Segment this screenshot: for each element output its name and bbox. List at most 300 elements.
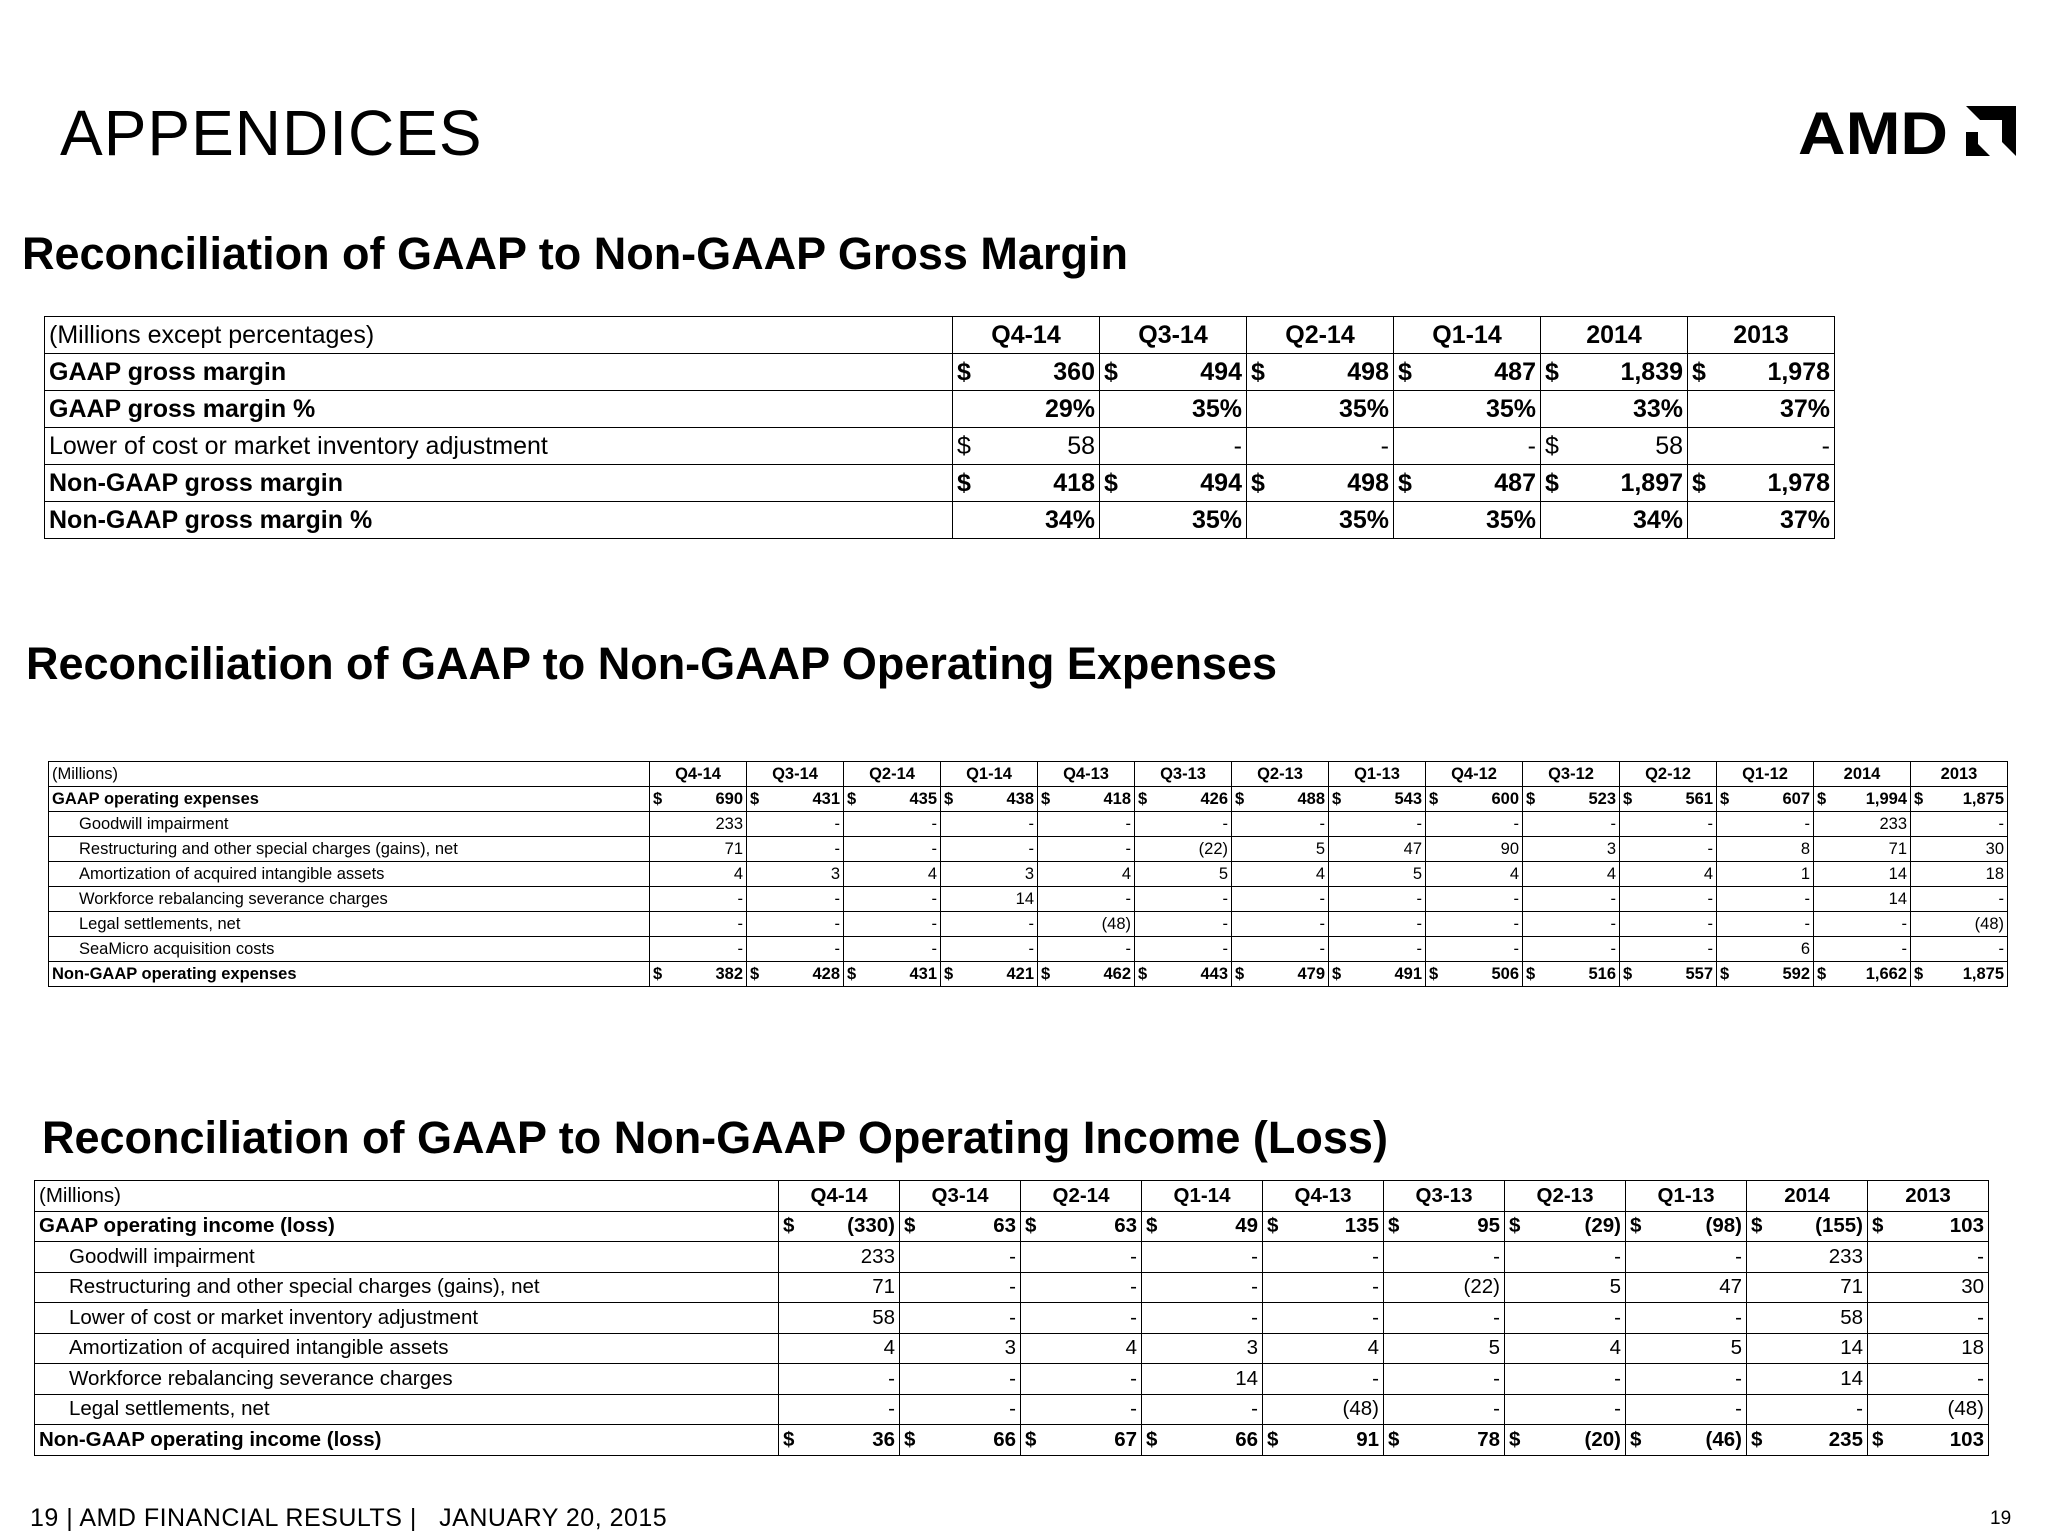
cell-value: 4 <box>1367 1336 1379 1360</box>
value-cell <box>1135 837 1232 862</box>
value-cell <box>941 837 1038 862</box>
value-cell <box>1620 962 1717 987</box>
cell-value: - <box>1028 814 1034 833</box>
currency-symbol: $ <box>1720 789 1730 808</box>
currency-symbol: $ <box>1251 468 1265 497</box>
row-label: Lower of cost or market inventory adjustment <box>35 1303 779 1334</box>
value-cell <box>747 887 844 912</box>
cell-value: 592 <box>1782 964 1810 983</box>
currency-symbol: $ <box>1041 789 1051 808</box>
value-cell <box>650 912 747 937</box>
row-label: SeaMicro acquisition costs <box>49 937 650 962</box>
cell-value: - <box>1821 431 1830 460</box>
value-cell <box>1523 812 1620 837</box>
column-header: Q4-13 <box>1038 762 1135 787</box>
cell-value: - <box>1977 1244 1984 1268</box>
operating-income-title: Reconciliation of GAAP to Non-GAAP Operating Income (Loss) <box>42 1112 1388 1163</box>
cell-value: 4 <box>1315 864 1325 883</box>
table-row <box>49 937 2008 962</box>
cell-value: 498 <box>1347 468 1389 497</box>
value-cell <box>1505 1333 1626 1364</box>
value-cell <box>1868 1425 1989 1456</box>
cell-value: - <box>1804 814 1810 833</box>
row-label: Amortization of acquired intangible assets <box>49 862 650 887</box>
value-cell <box>1038 787 1135 812</box>
value-cell <box>1329 962 1426 987</box>
currency-symbol: $ <box>1623 789 1633 808</box>
value-cell <box>650 937 747 962</box>
value-cell <box>1426 962 1523 987</box>
value-cell <box>1135 937 1232 962</box>
value-cell <box>747 862 844 887</box>
value-cell <box>1814 912 1911 937</box>
value-cell <box>844 837 941 862</box>
cell-value: 4 <box>733 864 743 883</box>
value-cell <box>779 1333 900 1364</box>
value-cell <box>1021 1364 1142 1395</box>
cell-value: (29) <box>1584 1214 1621 1238</box>
value-cell <box>1038 912 1135 937</box>
currency-symbol: $ <box>1429 964 1439 983</box>
row-label: Restructuring and other special charges (gains), net <box>35 1272 779 1303</box>
currency-symbol: $ <box>1630 1427 1642 1451</box>
row-label: Non-GAAP operating income (loss) <box>35 1425 779 1456</box>
cell-value: 435 <box>909 789 937 808</box>
value-cell <box>1263 1425 1384 1456</box>
cell-value: - <box>1977 1366 1984 1390</box>
cell-value: - <box>1735 1305 1742 1329</box>
currency-symbol: $ <box>957 357 971 386</box>
cell-value: 428 <box>812 964 840 983</box>
cell-value: - <box>1614 1244 1621 1268</box>
table-row <box>35 1364 1989 1395</box>
table-row <box>35 1272 1989 1303</box>
cell-value: - <box>1319 939 1325 958</box>
operating-expenses-title: Reconciliation of GAAP to Non-GAAP Operating Expenses <box>26 638 1278 689</box>
cell-value: - <box>1735 1366 1742 1390</box>
cell-value: - <box>1130 1397 1137 1421</box>
currency-symbol: $ <box>1692 357 1706 386</box>
column-header: Q3-14 <box>1100 317 1247 354</box>
cell-value: - <box>1222 889 1228 908</box>
value-cell <box>1620 837 1717 862</box>
column-header: Q2-13 <box>1505 1181 1626 1212</box>
column-header: 2014 <box>1747 1181 1868 1212</box>
value-cell <box>953 354 1100 391</box>
table-row <box>45 428 1835 465</box>
currency-symbol: $ <box>783 1214 795 1238</box>
value-cell <box>1717 912 1814 937</box>
value-cell <box>844 812 941 837</box>
gross-margin-title: Reconciliation of GAAP to Non-GAAP Gross Margin <box>22 228 1128 279</box>
value-cell <box>1717 962 1814 987</box>
value-cell <box>1263 1394 1384 1425</box>
currency-symbol: $ <box>653 789 663 808</box>
cell-value: 14 <box>1888 864 1907 883</box>
value-cell <box>900 1394 1021 1425</box>
cell-value: (48) <box>1974 914 2004 933</box>
currency-symbol: $ <box>1545 357 1559 386</box>
cell-value: 4 <box>1703 864 1713 883</box>
value-cell <box>1747 1272 1868 1303</box>
currency-symbol: $ <box>957 431 971 460</box>
cell-value: - <box>1222 914 1228 933</box>
cell-value: 47 <box>1403 839 1422 858</box>
value-cell <box>1394 502 1541 539</box>
value-cell <box>1505 1394 1626 1425</box>
value-cell <box>1100 428 1247 465</box>
table-row <box>49 962 2008 987</box>
cell-value: 35% <box>1485 505 1536 534</box>
column-header: Q3-13 <box>1135 762 1232 787</box>
cell-value: 95 <box>1477 1214 1500 1238</box>
table-row <box>35 1394 1989 1425</box>
value-cell <box>1814 837 1911 862</box>
cell-value: 418 <box>1103 789 1131 808</box>
value-cell <box>1142 1303 1263 1334</box>
column-header: Q4-14 <box>650 762 747 787</box>
currency-symbol: $ <box>1751 1427 1763 1451</box>
cell-value: - <box>834 889 840 908</box>
cell-value: 37% <box>1779 394 1830 423</box>
cell-value: (46) <box>1705 1427 1742 1451</box>
column-header: Q2-14 <box>1247 317 1394 354</box>
row-label: Non-GAAP gross margin <box>45 465 953 502</box>
column-header: Q4-14 <box>953 317 1100 354</box>
value-cell <box>1747 1211 1868 1242</box>
cell-value: 8 <box>1800 839 1810 858</box>
cell-value: - <box>1028 914 1034 933</box>
cell-value: 1,897 <box>1620 468 1683 497</box>
currency-symbol: $ <box>957 468 971 497</box>
value-cell <box>900 1211 1021 1242</box>
value-cell <box>1523 837 1620 862</box>
currency-symbol: $ <box>1267 1427 1279 1451</box>
value-cell <box>1868 1211 1989 1242</box>
cell-value: 35% <box>1338 394 1389 423</box>
value-cell <box>650 837 747 862</box>
cell-value: 498 <box>1347 357 1389 386</box>
cell-value: - <box>1513 939 1519 958</box>
currency-symbol: $ <box>1398 357 1412 386</box>
currency-symbol: $ <box>1104 468 1118 497</box>
value-cell <box>1505 1364 1626 1395</box>
value-cell <box>1142 1242 1263 1273</box>
cell-value: 58 <box>1655 431 1683 460</box>
currency-symbol: $ <box>1545 431 1559 460</box>
cell-value: 233 <box>1879 814 1907 833</box>
value-cell <box>1021 1394 1142 1425</box>
value-cell <box>1329 862 1426 887</box>
value-cell <box>1426 937 1523 962</box>
cell-value: 561 <box>1685 789 1713 808</box>
cell-value: 5 <box>1609 1275 1621 1299</box>
value-cell <box>1523 862 1620 887</box>
value-cell <box>1523 937 1620 962</box>
currency-symbol: $ <box>1025 1427 1037 1451</box>
currency-symbol: $ <box>1138 789 1148 808</box>
column-header: Q1-13 <box>1626 1181 1747 1212</box>
value-cell <box>1021 1272 1142 1303</box>
operating-income-table <box>34 1180 1989 1456</box>
value-cell <box>900 1272 1021 1303</box>
cell-value: - <box>1493 1305 1500 1329</box>
cell-value: 5 <box>1730 1336 1742 1360</box>
cell-value: 690 <box>715 789 743 808</box>
currency-symbol: $ <box>1025 1214 1037 1238</box>
value-cell <box>1868 1394 1989 1425</box>
value-cell <box>1911 912 2008 937</box>
cell-value: - <box>834 939 840 958</box>
cell-value: 4 <box>1509 864 1519 883</box>
value-cell <box>1868 1333 1989 1364</box>
value-cell <box>1717 937 1814 962</box>
value-cell <box>1247 502 1394 539</box>
cell-value: (155) <box>1815 1214 1863 1238</box>
cell-value: 35% <box>1191 394 1242 423</box>
cell-value: 49 <box>1235 1214 1258 1238</box>
value-cell <box>1021 1211 1142 1242</box>
cell-value: 5 <box>1412 864 1422 883</box>
cell-value: 66 <box>1235 1427 1258 1451</box>
value-cell <box>650 862 747 887</box>
gross-margin-header-row <box>45 317 1835 354</box>
footer-page-number: 19 <box>1990 1508 2012 1529</box>
cell-value: 14 <box>1888 889 1907 908</box>
column-header: Q3-12 <box>1523 762 1620 787</box>
value-cell <box>1384 1364 1505 1395</box>
value-cell <box>900 1425 1021 1456</box>
value-cell <box>1384 1272 1505 1303</box>
cell-value: - <box>1125 814 1131 833</box>
cell-value: 5 <box>1218 864 1228 883</box>
cell-value: - <box>1707 814 1713 833</box>
currency-symbol: $ <box>1692 468 1706 497</box>
value-cell <box>1626 1333 1747 1364</box>
cell-value: - <box>1372 1366 1379 1390</box>
value-cell <box>1747 1364 1868 1395</box>
currency-symbol: $ <box>1914 964 1924 983</box>
cell-value: 58 <box>872 1305 895 1329</box>
row-label: Workforce rebalancing severance charges <box>35 1364 779 1395</box>
value-cell <box>1620 812 1717 837</box>
cell-value: 37% <box>1779 505 1830 534</box>
currency-symbol: $ <box>1388 1214 1400 1238</box>
value-cell <box>1384 1425 1505 1456</box>
value-cell <box>1620 912 1717 937</box>
cell-value: 6 <box>1800 939 1810 958</box>
currency-symbol: $ <box>847 789 857 808</box>
cell-value: - <box>1614 1366 1621 1390</box>
cell-value: - <box>834 839 840 858</box>
value-cell <box>1541 502 1688 539</box>
value-cell <box>1142 1364 1263 1395</box>
cell-value: 1,875 <box>1962 964 2004 983</box>
row-label: GAAP operating expenses <box>49 787 650 812</box>
value-cell <box>1135 787 1232 812</box>
value-cell <box>1021 1333 1142 1364</box>
cell-value: 1 <box>1800 864 1810 883</box>
cell-value: 382 <box>715 964 743 983</box>
cell-value: 479 <box>1297 964 1325 983</box>
value-cell <box>953 502 1100 539</box>
value-cell <box>747 937 844 962</box>
cell-value: 431 <box>909 964 937 983</box>
cell-value: (22) <box>1198 839 1228 858</box>
cell-value: 34% <box>1044 505 1095 534</box>
cell-value: 3 <box>1246 1336 1258 1360</box>
value-cell <box>953 391 1100 428</box>
value-cell <box>1626 1394 1747 1425</box>
row-label: Goodwill impairment <box>49 812 650 837</box>
value-cell <box>1038 812 1135 837</box>
value-cell <box>1426 787 1523 812</box>
cell-value: - <box>737 889 743 908</box>
value-cell <box>650 812 747 837</box>
value-cell <box>1038 862 1135 887</box>
cell-value: - <box>1707 889 1713 908</box>
row-label: GAAP gross margin <box>45 354 953 391</box>
cell-value: - <box>931 889 937 908</box>
cell-value: - <box>888 1397 895 1421</box>
value-cell <box>1626 1303 1747 1334</box>
cell-value: 29% <box>1044 394 1095 423</box>
value-cell <box>1868 1272 1989 1303</box>
cell-value: 5 <box>1488 1336 1500 1360</box>
value-cell <box>1329 787 1426 812</box>
cell-value: (330) <box>847 1214 895 1238</box>
value-cell <box>941 812 1038 837</box>
cell-value: 3 <box>1004 1336 1016 1360</box>
table-row <box>35 1242 1989 1273</box>
cell-value: - <box>1416 889 1422 908</box>
value-cell <box>844 787 941 812</box>
value-cell <box>1426 837 1523 862</box>
cell-value: - <box>1735 1397 1742 1421</box>
value-cell <box>779 1211 900 1242</box>
value-cell <box>900 1242 1021 1273</box>
value-cell <box>1142 1394 1263 1425</box>
cell-value: 543 <box>1394 789 1422 808</box>
column-header: 2014 <box>1541 317 1688 354</box>
value-cell <box>1232 937 1329 962</box>
value-cell <box>1142 1425 1263 1456</box>
cell-value: 488 <box>1297 789 1325 808</box>
row-label: Amortization of acquired intangible assets <box>35 1333 779 1364</box>
value-cell <box>1911 862 2008 887</box>
value-cell <box>1247 465 1394 502</box>
currency-symbol: $ <box>1388 1427 1400 1451</box>
table-row <box>49 837 2008 862</box>
value-cell <box>747 912 844 937</box>
row-label: Goodwill impairment <box>35 1242 779 1273</box>
value-cell <box>1620 887 1717 912</box>
cell-value: - <box>1009 1275 1016 1299</box>
value-cell <box>1747 1425 1868 1456</box>
table-row <box>49 887 2008 912</box>
value-cell <box>1329 812 1426 837</box>
currency-symbol: $ <box>1332 789 1342 808</box>
row-label: GAAP gross margin % <box>45 391 953 428</box>
cell-value: - <box>1493 1366 1500 1390</box>
cell-value: 30 <box>1961 1275 1984 1299</box>
cell-value: 63 <box>993 1214 1016 1238</box>
value-cell <box>1747 1394 1868 1425</box>
cell-value: 487 <box>1494 357 1536 386</box>
value-cell <box>650 787 747 812</box>
value-cell <box>941 787 1038 812</box>
value-cell <box>1100 465 1247 502</box>
cell-value: - <box>931 839 937 858</box>
value-cell <box>1394 391 1541 428</box>
value-cell <box>1100 354 1247 391</box>
cell-value: - <box>1233 431 1242 460</box>
table-row <box>49 812 2008 837</box>
value-cell <box>1384 1394 1505 1425</box>
currency-symbol: $ <box>1138 964 1148 983</box>
currency-symbol: $ <box>1235 789 1245 808</box>
currency-symbol: $ <box>1104 357 1118 386</box>
value-cell <box>1329 837 1426 862</box>
cell-value: - <box>1125 939 1131 958</box>
value-cell <box>1263 1272 1384 1303</box>
currency-symbol: $ <box>944 789 954 808</box>
value-cell <box>1247 428 1394 465</box>
cell-value: 36 <box>872 1427 895 1451</box>
cell-value: - <box>1319 914 1325 933</box>
value-cell <box>1868 1303 1989 1334</box>
cell-value: - <box>1735 1244 1742 1268</box>
cell-value: - <box>1319 889 1325 908</box>
column-header: Q2-12 <box>1620 762 1717 787</box>
cell-value: 18 <box>1961 1336 1984 1360</box>
cell-value: 14 <box>1235 1366 1258 1390</box>
cell-value: - <box>1901 939 1907 958</box>
value-cell <box>1688 502 1835 539</box>
cell-value: 360 <box>1053 357 1095 386</box>
cell-value: 494 <box>1200 357 1242 386</box>
value-cell <box>1384 1333 1505 1364</box>
table-row <box>45 391 1835 428</box>
cell-value: 491 <box>1394 964 1422 983</box>
cell-value: - <box>1977 1305 1984 1329</box>
value-cell <box>1626 1272 1747 1303</box>
cell-value: - <box>931 814 937 833</box>
value-cell <box>1868 1364 1989 1395</box>
cell-value: - <box>1707 914 1713 933</box>
cell-value: 78 <box>1477 1427 1500 1451</box>
cell-value: 91 <box>1356 1427 1379 1451</box>
column-header: 2013 <box>1868 1181 1989 1212</box>
value-cell <box>1263 1333 1384 1364</box>
footer-text: | AMD FINANCIAL RESULTS | JANUARY 20, 2015 <box>66 1504 668 1532</box>
column-header: Q2-14 <box>1021 1181 1142 1212</box>
value-cell <box>1541 428 1688 465</box>
cell-value: (48) <box>1101 914 1131 933</box>
value-cell <box>1541 354 1688 391</box>
currency-symbol: $ <box>1041 964 1051 983</box>
currency-symbol: $ <box>1545 468 1559 497</box>
value-cell <box>1329 887 1426 912</box>
table-row <box>49 787 2008 812</box>
cell-value: 103 <box>1949 1214 1984 1238</box>
cell-value: - <box>1130 1305 1137 1329</box>
cell-value: 600 <box>1491 789 1519 808</box>
footer <box>30 1504 667 1533</box>
table-row <box>45 502 1835 539</box>
cell-value: 3 <box>1024 864 1034 883</box>
cell-value: - <box>737 914 743 933</box>
